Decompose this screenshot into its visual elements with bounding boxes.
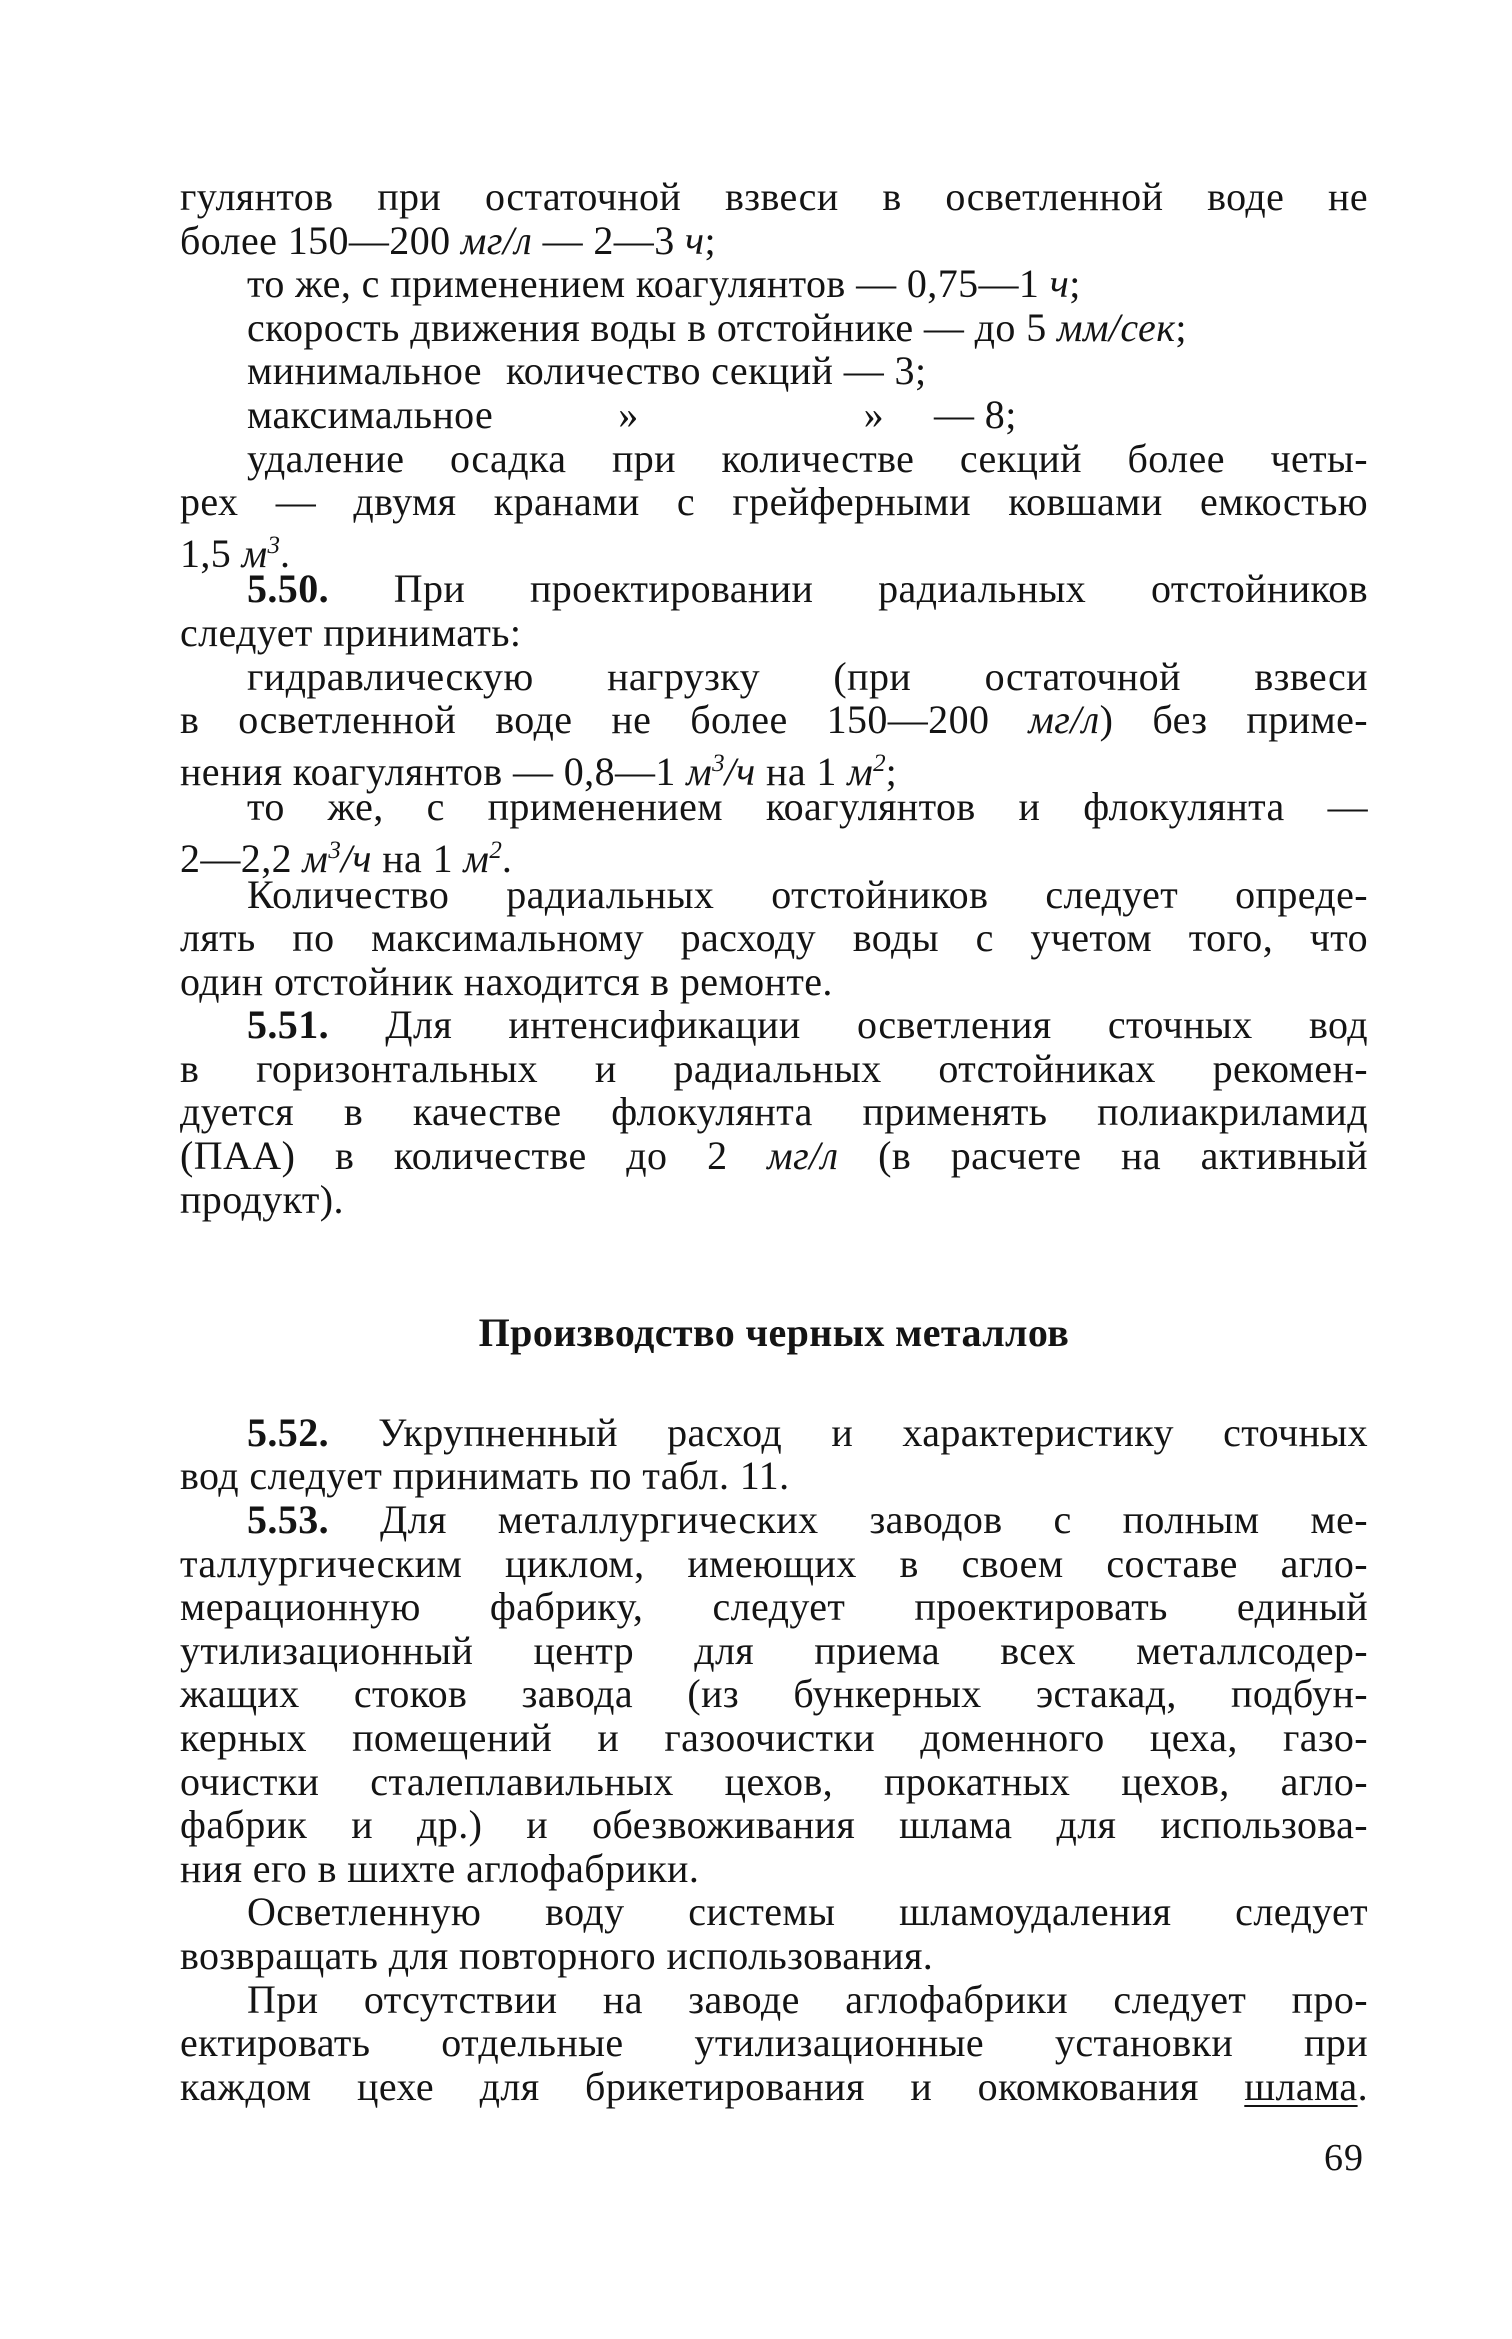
text-segment: мм/сек xyxy=(1057,304,1176,350)
text-segment: Укрупненный расход и характеристику сточных xyxy=(329,1409,1368,1455)
text-segment: 2—2,2 xyxy=(180,835,303,881)
text-segment: возвращать для повторного использования. xyxy=(180,1932,934,1978)
text-segment: один отстойник находится в ремонте. xyxy=(180,958,833,1004)
text-segment: в осветленной воде не более 150—200 xyxy=(180,697,1029,743)
text-line xyxy=(180,567,1368,611)
text-segment: 5.52. xyxy=(247,1409,329,1455)
text-segment: ектировать отдельные утилизационные установки при xyxy=(180,2020,1368,2066)
text-segment: (в расчете на активный xyxy=(838,1133,1368,1179)
text-segment: 5.50. xyxy=(247,566,329,612)
text-segment: . xyxy=(501,835,513,881)
text-line xyxy=(180,349,1368,393)
text-segment: нения коагулянтов — 0,8—1 xyxy=(180,748,687,794)
text-segment: ния его в шихте аглофабрики. xyxy=(180,1845,700,1891)
text-segment: . xyxy=(280,530,291,576)
text-segment: /ч xyxy=(340,835,372,881)
text-segment: ) без приме- xyxy=(1099,697,1368,743)
text-line xyxy=(180,306,1368,350)
text-segment: . xyxy=(1357,2063,1368,2109)
text-line xyxy=(180,785,1368,829)
text-segment: При проектировании радиальных отстойников xyxy=(329,566,1368,612)
text-segment: При отсутствии на заводе аглофабрики следует про- xyxy=(247,1976,1368,2022)
text-segment: ; xyxy=(704,217,717,263)
text-line xyxy=(180,1803,1368,1847)
text-segment: ; xyxy=(1175,304,1187,350)
text-segment: мг/л xyxy=(460,217,533,263)
text-line xyxy=(180,480,1368,524)
text-segment: — 8; xyxy=(934,391,1017,437)
text-segment: более 150—200 xyxy=(180,217,461,263)
text-segment: м xyxy=(241,530,268,576)
text-line xyxy=(180,437,1368,481)
text-line xyxy=(180,1672,1368,1716)
text-segment: лять по максимальному расходу воды с учетом того, что xyxy=(180,915,1368,961)
text-line xyxy=(180,829,1368,881)
text-segment: продукт). xyxy=(180,1176,344,1222)
text-line xyxy=(180,393,1368,437)
text-block xyxy=(180,175,1368,2108)
text-line xyxy=(180,524,1368,576)
text-line xyxy=(180,2021,1368,2065)
text-segment: жащих стоков завода (из бункерных эстакад, подбун- xyxy=(180,1671,1368,1717)
text-line xyxy=(180,1003,1368,1047)
text-segment: следует принимать: xyxy=(180,609,522,655)
text-segment: 5.51. xyxy=(247,1002,329,1048)
text-line xyxy=(180,873,1368,917)
text-segment: керных помещений и газоочистки доменного цеха, газо- xyxy=(180,1715,1368,1760)
text-segment: Производство черных металлов xyxy=(478,1310,1070,1356)
text-segment: ч xyxy=(1049,261,1070,307)
text-segment: очистки сталеплавильных цехов, прокатных цехов, агло- xyxy=(180,1758,1368,1804)
text-segment: каждом цехе для брикетирования и окомкования xyxy=(180,2063,1245,2109)
text-line xyxy=(180,175,1368,219)
text-line xyxy=(180,1498,1368,1542)
text-segment: ; xyxy=(1069,261,1081,307)
text-segment: 3 xyxy=(712,749,725,777)
text-segment: » xyxy=(863,391,884,437)
text-line xyxy=(180,1585,1368,1629)
text-line xyxy=(180,1411,1368,1455)
text-line xyxy=(180,1629,1368,1673)
text-segment: удаление осадка при количестве секций более четы- xyxy=(247,435,1368,481)
text-segment: 3 xyxy=(267,531,281,559)
text-segment: мг/л xyxy=(767,1133,839,1179)
text-segment: Для интенсификации осветления сточных вод xyxy=(329,1002,1368,1048)
text-segment: 5.53. xyxy=(247,1497,329,1543)
text-segment: мг/л xyxy=(1028,697,1100,743)
text-segment: ; xyxy=(885,748,898,794)
text-segment: то же, с применением коагулянтов — 0,75—1 xyxy=(247,261,1050,307)
text-line xyxy=(180,1134,1368,1178)
text-segment: максимальное xyxy=(247,391,494,437)
text-segment: м xyxy=(847,748,874,794)
text-segment: Осветленную воду системы шламоудаления следует xyxy=(247,1889,1368,1935)
text-line xyxy=(180,742,1368,794)
text-segment: 2 xyxy=(873,749,886,777)
text-segment: — 2—3 xyxy=(532,217,686,263)
text-line xyxy=(180,611,1368,655)
page-number: 69 xyxy=(1324,2137,1364,2179)
text-segment: на 1 xyxy=(755,748,848,794)
text-segment: м xyxy=(463,835,490,881)
text-segment: гулянтов при остаточной взвеси в осветленной воде не xyxy=(180,174,1368,219)
text-line xyxy=(180,1090,1368,1134)
text-segment: мерационную фабрику, следует проектировать единый xyxy=(180,1584,1368,1630)
text-segment: /ч xyxy=(724,748,756,794)
text-segment: ч xyxy=(685,217,705,263)
text-segment: в горизонтальных и радиальных отстойниках рекомен- xyxy=(180,1045,1368,1091)
text-line xyxy=(180,655,1368,699)
text-segment: утилизационный центр для приема всех металлсодер- xyxy=(180,1627,1368,1673)
text-line xyxy=(180,1542,1368,1586)
text-segment: рех — двумя кранами с грейферными ковшами емкостью xyxy=(180,479,1368,525)
text-line xyxy=(180,1760,1368,1804)
text-line xyxy=(180,2065,1368,2109)
text-segment: » xyxy=(618,391,639,437)
text-segment: вод следует принимать по табл. 11. xyxy=(180,1453,790,1499)
text-segment: Количество радиальных отстойников следует опреде- xyxy=(247,871,1368,917)
text-segment: таллургическим циклом, имеющих в своем составе агло- xyxy=(180,1540,1368,1586)
text-segment: дуется в качестве флокулянта применять полиакриламид xyxy=(180,1089,1368,1135)
text-line xyxy=(180,1454,1368,1498)
text-segment: то же, с применением коагулянтов и флокулянта — xyxy=(247,784,1368,830)
text-segment: шлама xyxy=(1244,2063,1358,2109)
text-line xyxy=(180,698,1368,742)
text-line xyxy=(180,1934,1368,1978)
text-segment: м xyxy=(686,748,713,794)
text-line xyxy=(180,1890,1368,1934)
text-segment: минимальное xyxy=(247,348,482,394)
text-segment: гидравлическую нагрузку (при остаточной взвеси xyxy=(247,653,1368,699)
text-segment: 2 xyxy=(489,836,502,864)
text-line xyxy=(180,1847,1368,1891)
text-segment: скорость движения воды в отстойнике — до 5 xyxy=(247,304,1058,350)
text-segment: 3 xyxy=(328,836,341,864)
text-line xyxy=(180,960,1368,1004)
text-segment: количество секций — 3; xyxy=(505,348,927,394)
text-segment: фабрик и др.) и обезвоживания шлама для использова- xyxy=(180,1802,1368,1848)
text-line xyxy=(180,1047,1368,1091)
text-segment: на 1 xyxy=(371,835,464,881)
text-segment: 1,5 xyxy=(180,530,242,576)
text-line xyxy=(180,219,1368,263)
text-line xyxy=(180,262,1368,306)
text-line xyxy=(180,1178,1368,1222)
text-segment: (ПАА) в количестве до 2 xyxy=(180,1133,768,1179)
text-segment: Для металлургических заводов с полным ме- xyxy=(329,1497,1368,1543)
section-heading xyxy=(180,1311,1368,1355)
text-segment: м xyxy=(302,835,329,881)
text-line xyxy=(180,1716,1368,1760)
text-line xyxy=(180,1978,1368,2022)
text-line xyxy=(180,916,1368,960)
